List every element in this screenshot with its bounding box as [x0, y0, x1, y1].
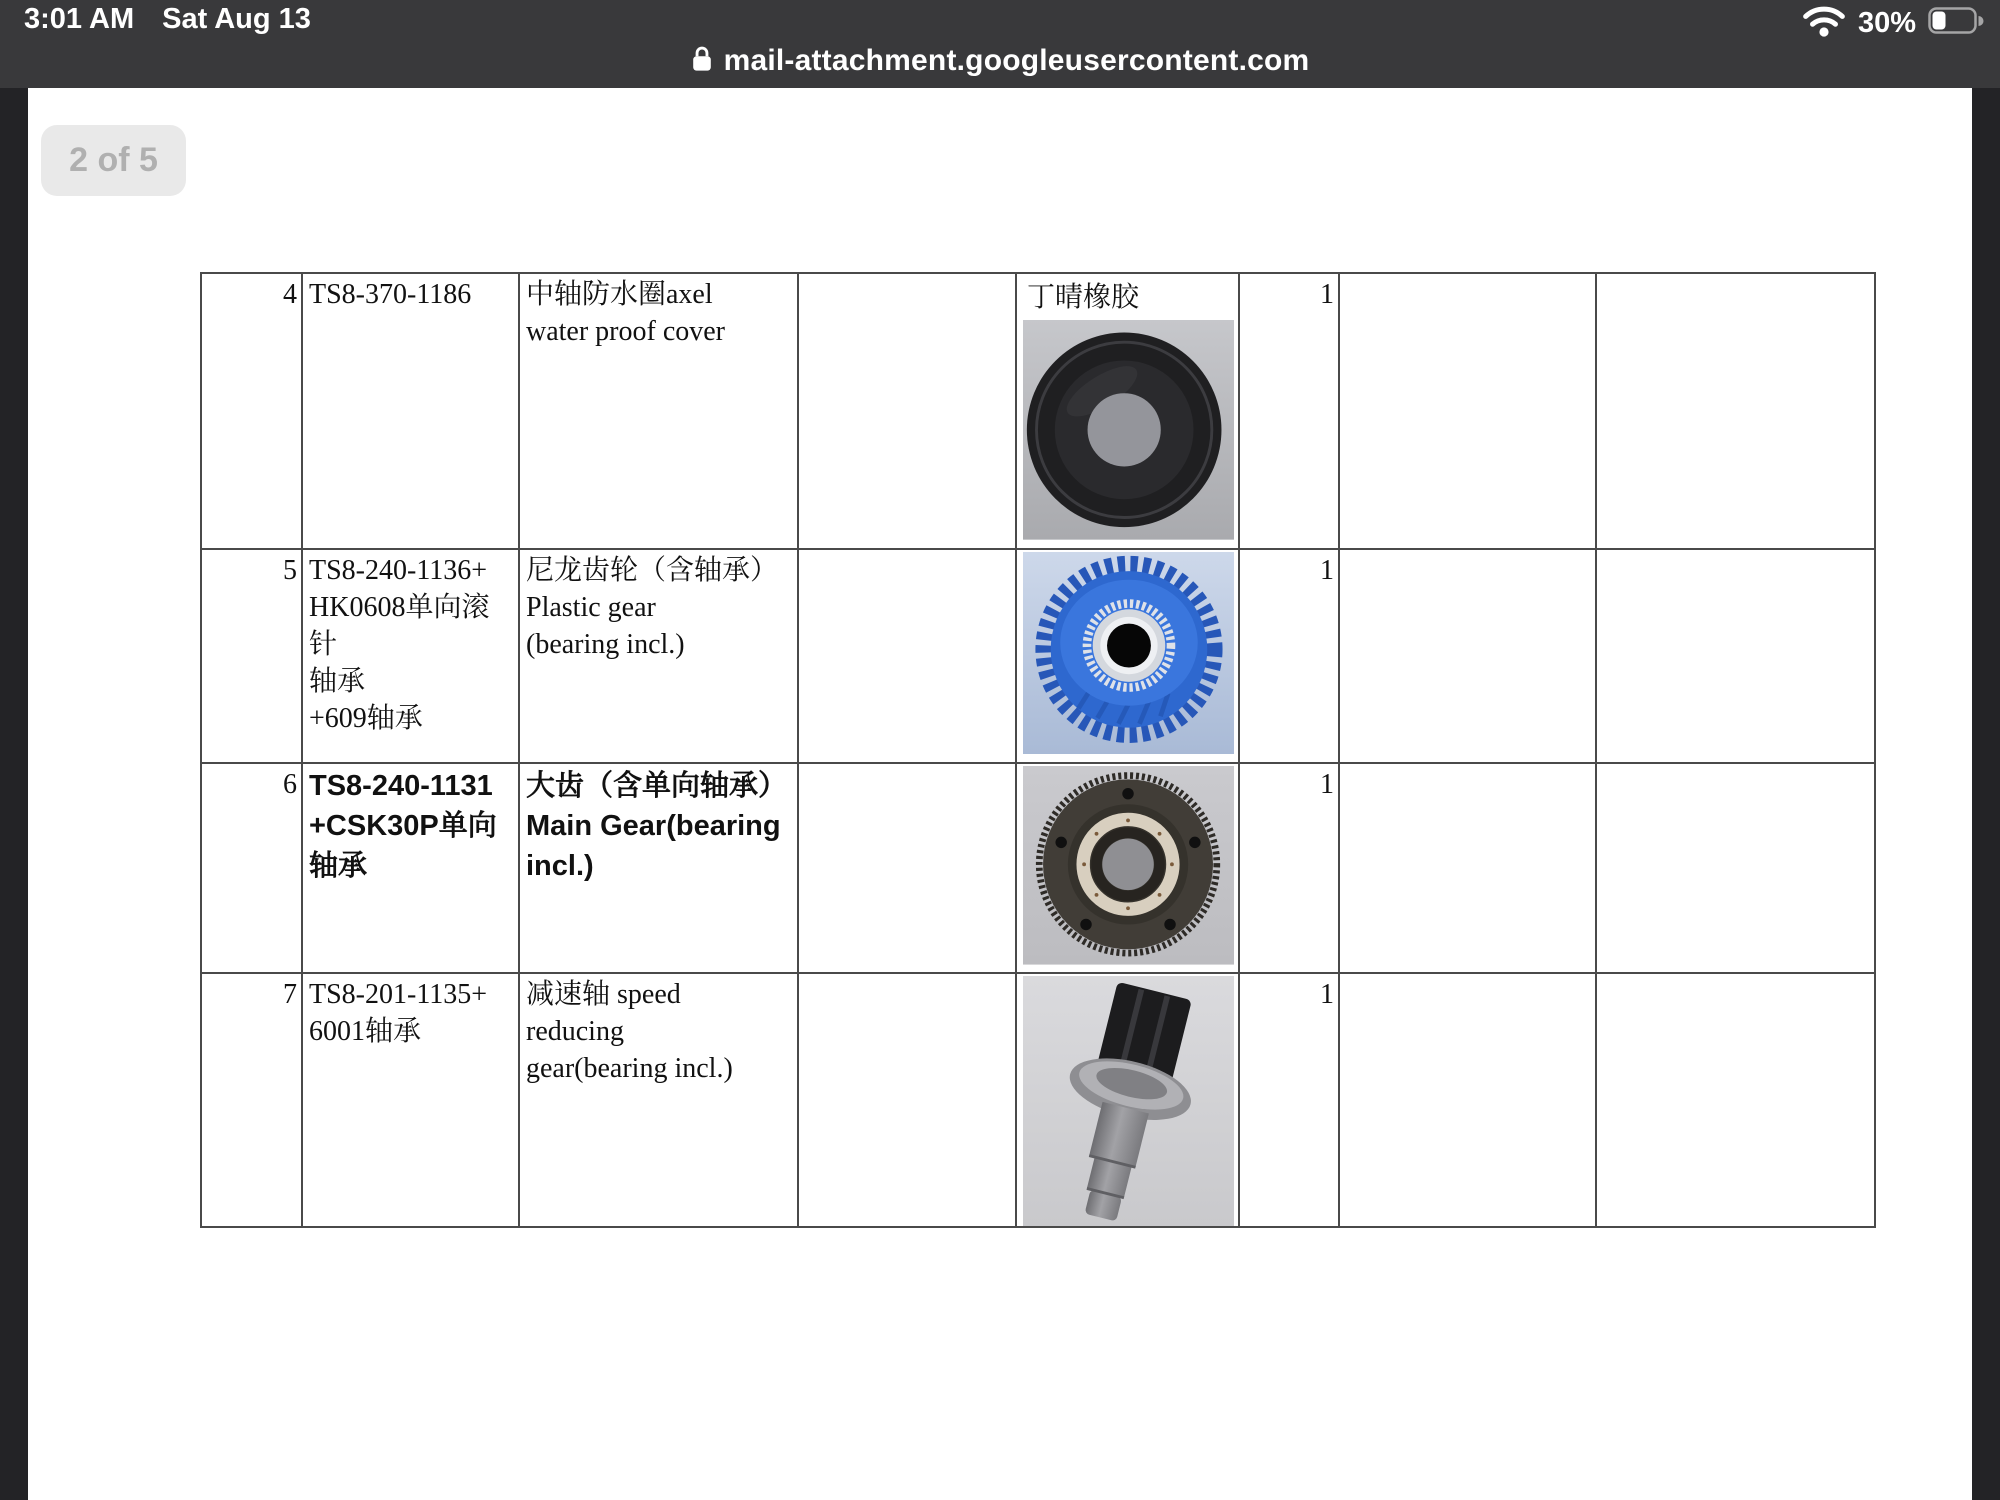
part-number-line: TS8-240-1136+: [309, 555, 488, 586]
status-left: [24, 3, 311, 36]
description-line: 尼龙齿轮（含轴承）: [526, 555, 779, 586]
part-number-line: +609轴承: [309, 703, 423, 734]
part-number-cell: [302, 549, 519, 763]
part-number-cell: [302, 273, 519, 549]
description-cell: [519, 273, 798, 549]
empty-cell: [1596, 549, 1875, 763]
status-bar: [0, 0, 2000, 38]
empty-cell: [1339, 973, 1596, 1227]
description-line: 大齿（含单向轴承）: [526, 770, 788, 802]
row-index-cell: 6: [201, 763, 302, 973]
row-index-cell: 4: [201, 273, 302, 549]
table-row: [201, 763, 1875, 973]
empty-cell: [1339, 763, 1596, 973]
empty-cell: [1596, 763, 1875, 973]
side-gutter-right: [1972, 88, 2000, 1500]
parts-table: [200, 272, 1876, 1228]
battery-percent-label: 30%: [1857, 7, 1916, 39]
qty-cell: 1: [1239, 763, 1339, 973]
description-line: 中轴防水圈axel: [526, 279, 713, 310]
lock-icon: [691, 44, 713, 78]
empty-cell: [1339, 273, 1596, 549]
part-number-line: TS8-370-1186: [309, 279, 472, 310]
description-line: Plastic gear: [526, 592, 656, 623]
empty-cell: [798, 973, 1016, 1227]
description-line: Main Gear(bearing: [526, 810, 781, 842]
material-label: 丁晴橡胶: [1027, 282, 1140, 313]
description-cell: [519, 973, 798, 1227]
page-indicator-badge: [41, 125, 186, 196]
description-line: reducing: [526, 1016, 624, 1047]
part-number-line: 轴承: [309, 850, 368, 882]
waterproof-cover-photo: [1023, 320, 1234, 540]
description-line: gear(bearing incl.): [526, 1053, 733, 1084]
description-line: incl.): [526, 850, 594, 882]
description-cell: [519, 763, 798, 973]
empty-cell: [1339, 549, 1596, 763]
description-cell: [519, 549, 798, 763]
part-number-line: +CSK30P单向: [309, 810, 497, 842]
part-number-line: TS8-240-1131: [309, 770, 493, 802]
description-line: 减速轴 speed: [526, 979, 681, 1010]
clock-label: 3:01 AM: [24, 3, 135, 35]
empty-cell: [1596, 973, 1875, 1227]
main-gear-photo: [1023, 766, 1234, 965]
photo-cell: [1016, 763, 1239, 973]
qty-cell: 1: [1239, 273, 1339, 549]
side-gutter-left: [0, 88, 28, 1500]
url-label: mail-attachment.googleusercontent.com: [723, 44, 1310, 77]
empty-cell: [798, 273, 1016, 549]
part-number-cell: [302, 973, 519, 1227]
table-row: [201, 973, 1875, 1227]
empty-cell: [1596, 273, 1875, 549]
row-index-cell: 5: [201, 549, 302, 763]
part-number-cell: [302, 763, 519, 973]
plastic-gear-photo: [1023, 552, 1234, 754]
description-line: water proof cover: [526, 316, 726, 347]
empty-cell: [798, 763, 1016, 973]
part-number-line: 6001轴承: [309, 1016, 422, 1047]
date-label: Sat Aug 13: [162, 3, 311, 35]
speed-reducing-shaft-photo: [1023, 976, 1234, 1226]
photo-cell: [1016, 549, 1239, 763]
table-row: [201, 549, 1875, 763]
qty-cell: 1: [1239, 973, 1339, 1227]
empty-cell: [798, 549, 1016, 763]
qty-cell: 1: [1239, 549, 1339, 763]
part-number-line: HK0608单向滚针: [309, 592, 490, 660]
photo-cell: [1016, 973, 1239, 1227]
row-index-cell: 7: [201, 973, 302, 1227]
url-bar[interactable]: [0, 36, 2000, 86]
photo-cell: [1016, 273, 1239, 549]
page-indicator-label: 2 of 5: [69, 141, 158, 179]
description-line: (bearing incl.): [526, 629, 685, 660]
table-row: [201, 273, 1875, 549]
browser-header: [0, 0, 2000, 88]
part-number-line: 轴承: [309, 666, 366, 697]
part-number-line: TS8-201-1135+: [309, 979, 488, 1010]
